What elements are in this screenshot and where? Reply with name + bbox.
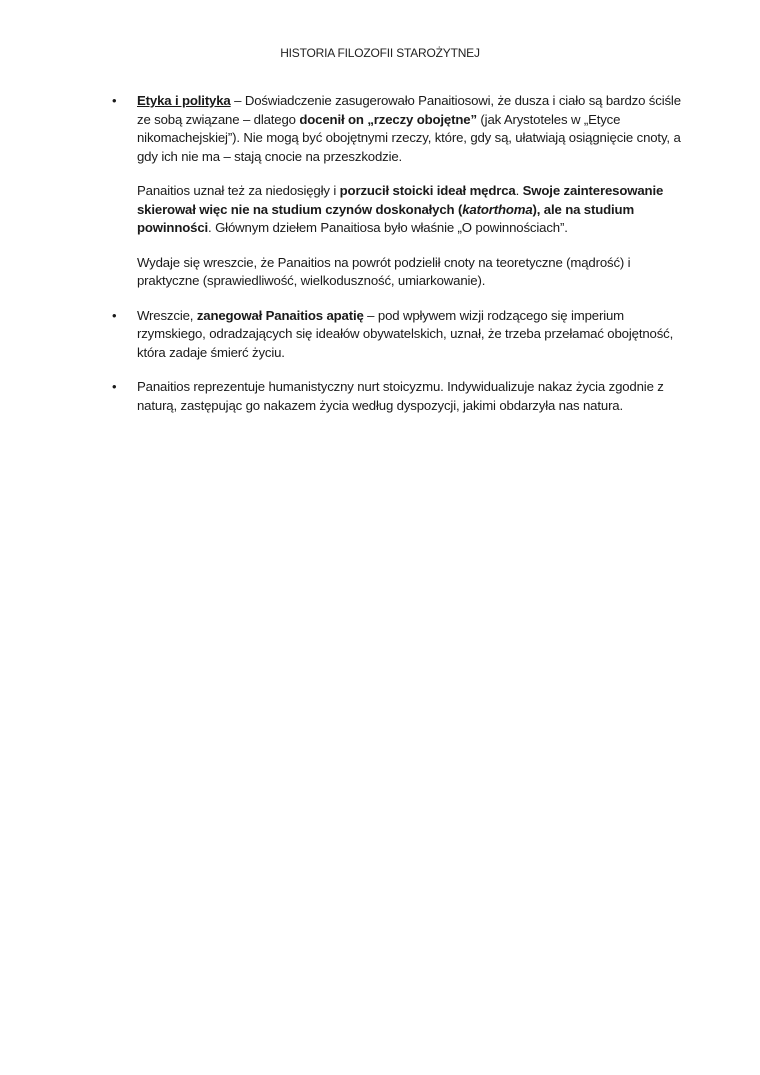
text-span: (jak Arystoteles w „Etyce nikomachejskiej”). Nie mogą być obojętnymi rzeczy, które, gdy są, ułatwiają osiągnięcie cnoty, a gdy ich nie ma – stają cnocie na przeszkodzie.	[137, 111, 681, 164]
text-span: Wreszcie,	[137, 307, 197, 323]
bold-phrase: Swoje zainteresowanie skierował więc nie na studium czynów doskonałych (	[137, 183, 664, 217]
paragraph-ethics-intro	[137, 92, 682, 166]
bold-phrase: ), ale na studium powinności	[137, 201, 635, 235]
text-span: Panaitios reprezentuje humanistyczny nurt stoicyzmu. Indywidualizuje nakaz życia zgodnie z naturą, zastępując go nakazem życia według dyspozycji, jakimi obdarzyła nas natura.	[137, 379, 664, 413]
bold-phrase: docenił on „rzeczy obojętne”	[299, 111, 477, 127]
text-span: . Głównym dziełem Panaitiosa było właśnie „O powinnościach”.	[208, 220, 568, 235]
text-span: – Doświadczenie zasugerowało Panaitiosowi, że dusza i ciało są bardzo ściśle ze sobą związane – dlatego	[137, 93, 681, 127]
bold-phrase: porzucił stoicki ideał mędrca	[339, 183, 516, 198]
paragraph-sage-ideal	[137, 182, 682, 238]
bullet-icon: •	[112, 307, 117, 323]
bold-phrase: zanegował Panaitios apatię	[196, 307, 364, 323]
text-span: .	[515, 183, 523, 198]
paragraph-virtues	[137, 254, 682, 291]
bullet-item-humanism	[112, 378, 682, 415]
bullet-item-ethics-politics	[112, 92, 682, 291]
document-body	[112, 92, 682, 431]
section-heading-ethics: Etyka i polityka	[137, 93, 231, 108]
bullet-icon: •	[112, 93, 117, 108]
paragraph-apathy	[137, 307, 682, 363]
paragraph-humanism	[137, 378, 682, 415]
bullet-item-apathy	[112, 307, 682, 363]
italic-term: katorthoma	[462, 201, 533, 217]
text-span: Panaitios uznał też za niedosięgły i	[137, 183, 340, 198]
text-span: Wydaje się wreszcie, że Panaitios na powrót podzielił cnoty na teoretyczne (mądrość) i praktyczne (sprawiedliwość, wielkoduszność, umiarkowanie).	[137, 254, 631, 288]
text-span: – pod wpływem wizji rodzącego się imperium rzymskiego, odradzających się ideałów obywatelskich, uznał, że trzeba przełamać obojętność, która zadaje śmierć życiu.	[137, 307, 674, 360]
page-header: HISTORIA FILOZOFII STAROŻYTNEJ	[280, 46, 480, 60]
bullet-icon: •	[112, 379, 117, 394]
